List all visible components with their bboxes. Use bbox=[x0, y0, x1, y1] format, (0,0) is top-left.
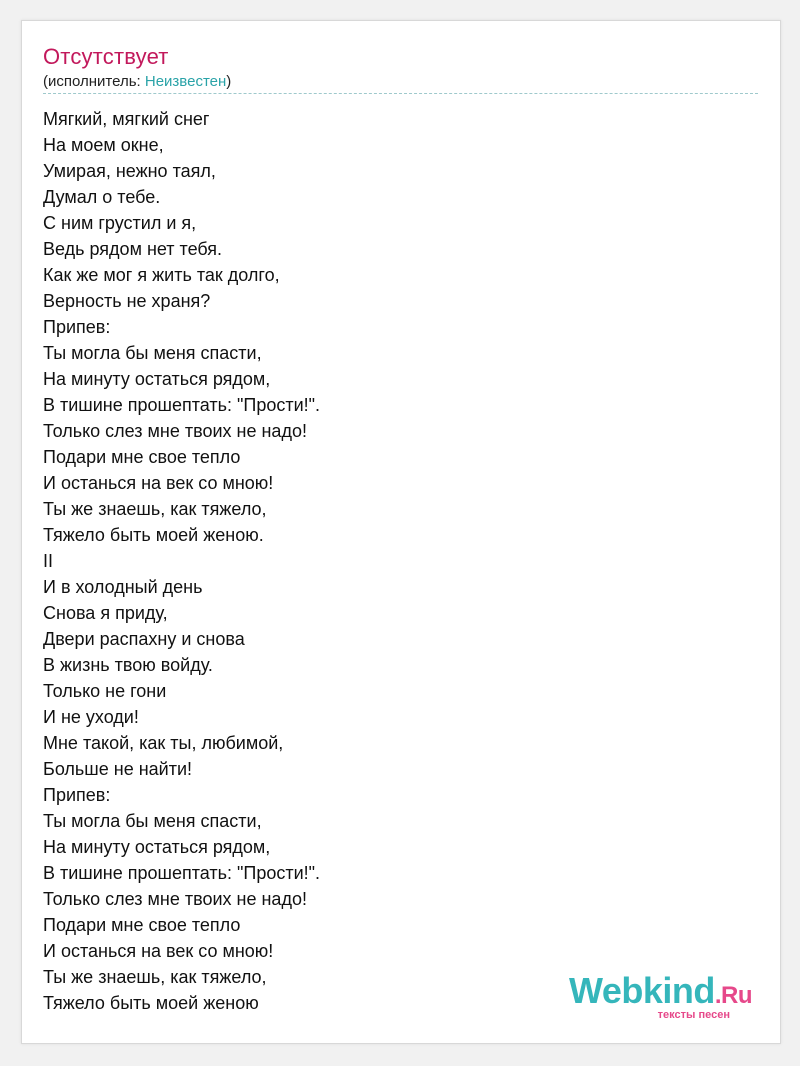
lyric-line: И в холодный день bbox=[43, 577, 203, 597]
lyric-line: Больше не найти! bbox=[43, 759, 193, 779]
lyric-line: Как же мог я жить так долго, bbox=[43, 265, 280, 285]
lyric-line: Подари мне свое тепло bbox=[43, 915, 241, 935]
lyric-line: II bbox=[43, 551, 54, 571]
lyric-line: На минуту остаться рядом, bbox=[43, 837, 271, 857]
lyric-line: Умирая, нежно таял, bbox=[43, 161, 216, 181]
lyric-line: Ты же знаешь, как тяжело, bbox=[43, 499, 267, 519]
lyric-line: Припев: bbox=[43, 785, 111, 805]
lyric-line: Ты же знаешь, как тяжело, bbox=[43, 967, 267, 987]
logo-domain: .Ru bbox=[714, 982, 752, 1009]
lyric-line: В жизнь твою войду. bbox=[43, 655, 213, 675]
lyric-line: И останься на век со мною! bbox=[43, 941, 274, 961]
lyric-line: Припев: bbox=[43, 317, 111, 337]
lyric-line: Подари мне свое тепло bbox=[43, 447, 241, 467]
lyrics-text bbox=[43, 106, 758, 1016]
lyric-line: Тяжело быть моей женою. bbox=[43, 525, 264, 545]
artist-suffix: ) bbox=[226, 73, 232, 90]
lyric-line: Думал о тебе. bbox=[43, 187, 161, 207]
lyric-line: Двери распахну и снова bbox=[43, 629, 245, 649]
lyric-line: Ты могла бы меня спасти, bbox=[43, 343, 262, 363]
lyric-line: Верность не храня? bbox=[43, 291, 211, 311]
lyric-line: Только слез мне твоих не надо! bbox=[43, 421, 307, 441]
site-logo[interactable] bbox=[552, 971, 752, 1021]
artist-link[interactable]: Неизвестен bbox=[144, 73, 227, 90]
lyric-line: Только слез мне твоих не надо! bbox=[43, 889, 307, 909]
lyric-line: Мне такой, как ты, любимой, bbox=[43, 733, 284, 753]
lyric-line: На минуту остаться рядом, bbox=[43, 369, 271, 389]
lyric-line: Снова я приду, bbox=[43, 603, 168, 623]
lyric-line: Ведь рядом нет тебя. bbox=[43, 239, 223, 259]
lyric-line: В тишине прошептать: "Прости!". bbox=[43, 863, 321, 883]
logo-tagline: тексты песен bbox=[657, 1009, 730, 1021]
artist-line bbox=[43, 73, 231, 90]
lyrics-card bbox=[21, 20, 781, 1044]
lyric-line: Ты могла бы меня спасти, bbox=[43, 811, 262, 831]
lyric-line: На моем окне, bbox=[43, 135, 164, 155]
lyric-line: И останься на век со мною! bbox=[43, 473, 274, 493]
lyric-line: Мягкий, мягкий снег bbox=[43, 109, 210, 129]
lyric-line: И не уходи! bbox=[43, 707, 139, 727]
song-title: Отсутствует bbox=[43, 44, 169, 69]
lyric-line: Тяжело быть моей женою bbox=[43, 993, 259, 1013]
title-divider bbox=[43, 93, 758, 94]
logo-word: Webkind bbox=[568, 970, 715, 1011]
artist-prefix: (исполнитель: bbox=[43, 73, 145, 90]
lyric-line: С ним грустил и я, bbox=[43, 213, 197, 233]
lyric-line: В тишине прошептать: "Прости!". bbox=[43, 395, 321, 415]
lyric-line: Только не гони bbox=[43, 681, 167, 701]
